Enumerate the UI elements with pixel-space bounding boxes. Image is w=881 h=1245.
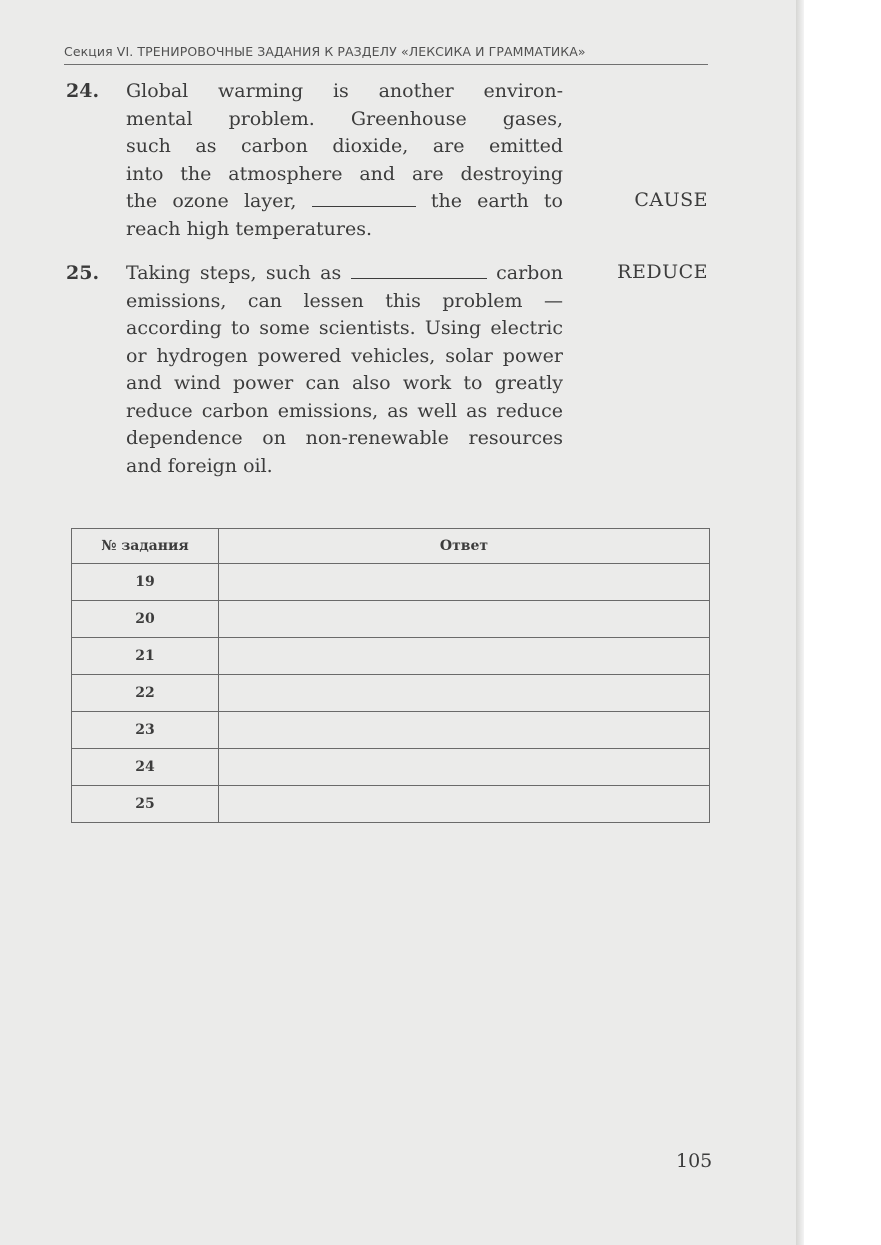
table-row [72,564,710,601]
task-word: resources [468,427,563,449]
row-task-number: 21 [72,638,219,675]
answer-cell[interactable] [219,712,710,749]
task-word: can [247,289,283,312]
task-number-25: 25. [66,262,100,284]
answer-cell[interactable] [219,601,710,638]
task-word: into [126,162,164,185]
task-text-25 [126,260,563,480]
task-word: and wind power can also work to greatly [126,372,563,394]
row-task-number: 25 [72,786,219,823]
header-divider [64,64,708,65]
task-text-line [126,161,563,189]
task-text-line [126,216,563,244]
task-word: such [126,135,171,157]
table-row [72,638,710,675]
answer-cell[interactable] [219,564,710,601]
answer-table-header-row [72,529,710,564]
answer-cell[interactable] [219,749,710,786]
task-text-line [126,78,563,106]
task-word: atmosphere [228,162,343,185]
task-word: Global [126,80,189,102]
task-word: on [262,427,286,449]
task-word: dependence [126,427,243,449]
header-task-number: № задания [72,529,219,564]
task-word: the ozone layer, [126,190,297,212]
answer-cell[interactable] [219,638,710,675]
task-word: reach high temperatures. [126,217,373,240]
task-keyword-24: CAUSE [634,189,708,211]
running-header: Секция VI. ТРЕНИРОВОЧНЫЕ ЗАДАНИЯ К РАЗДЕЛУ «ЛЕКСИКА И ГРАММАТИКА» [64,44,586,59]
answer-blank[interactable] [312,190,416,207]
task-word: the earth to [430,190,563,212]
table-row [72,601,710,638]
task-word: problem [442,289,523,312]
row-task-number: 23 [72,712,219,749]
table-row [72,786,710,823]
task-word: — [544,289,563,312]
task-text-line [126,133,563,161]
answer-table [71,528,710,823]
answer-blank[interactable] [351,262,487,279]
row-task-number: 20 [72,601,219,638]
table-row [72,675,710,712]
task-text-line [126,260,563,288]
task-word: destroying [460,162,564,185]
task-text-line [126,106,563,134]
task-text-line [126,398,563,426]
task-word: the [180,162,212,185]
task-text-line [126,343,563,371]
task-word: is [332,80,349,102]
task-text-line [126,288,563,316]
task-word: and foreign oil. [126,454,273,477]
task-word: this [385,289,421,312]
task-word: environ- [483,80,564,102]
task-word: problem. [228,107,315,130]
task-text-line [126,370,563,398]
task-word: emissions, [126,289,227,312]
row-task-number: 24 [72,749,219,786]
task-word: as [195,135,217,157]
task-word: are [432,135,465,157]
task-word: another [378,80,454,102]
task-word: carbon [240,135,308,157]
page-edge-shadow [796,0,804,1245]
row-task-number: 19 [72,564,219,601]
task-text-line [126,315,563,343]
task-keyword-25: REDUCE [617,261,708,283]
task-word: gases, [502,107,564,130]
task-word: warming [218,80,304,102]
task-word: Taking steps, such as [126,262,342,284]
task-word: according to some scientists. Using electric [126,317,563,339]
task-word: non-renewable [305,427,449,449]
task-text-line [126,453,563,481]
page-number: 105 [676,1150,713,1172]
task-text-24 [126,78,563,243]
task-word: dioxide, [332,135,409,157]
table-row [72,712,710,749]
task-word: lessen [303,289,364,312]
task-number-24: 24. [66,80,100,102]
row-task-number: 22 [72,675,219,712]
task-word: carbon [496,262,563,284]
task-word: emitted [489,135,564,157]
table-row [72,749,710,786]
answer-cell[interactable] [219,675,710,712]
task-text-line [126,188,563,216]
answer-cell[interactable] [219,786,710,823]
task-word: Greenhouse [350,107,467,130]
header-answer: Ответ [219,529,710,564]
task-word: are [411,162,444,185]
task-text-line [126,425,563,453]
task-word: and [359,162,396,185]
task-word: reduce carbon emissions, as well as reduce [126,399,563,422]
task-word: mental [126,107,193,130]
task-word: or hydrogen powered vehicles, solar power [126,344,563,367]
